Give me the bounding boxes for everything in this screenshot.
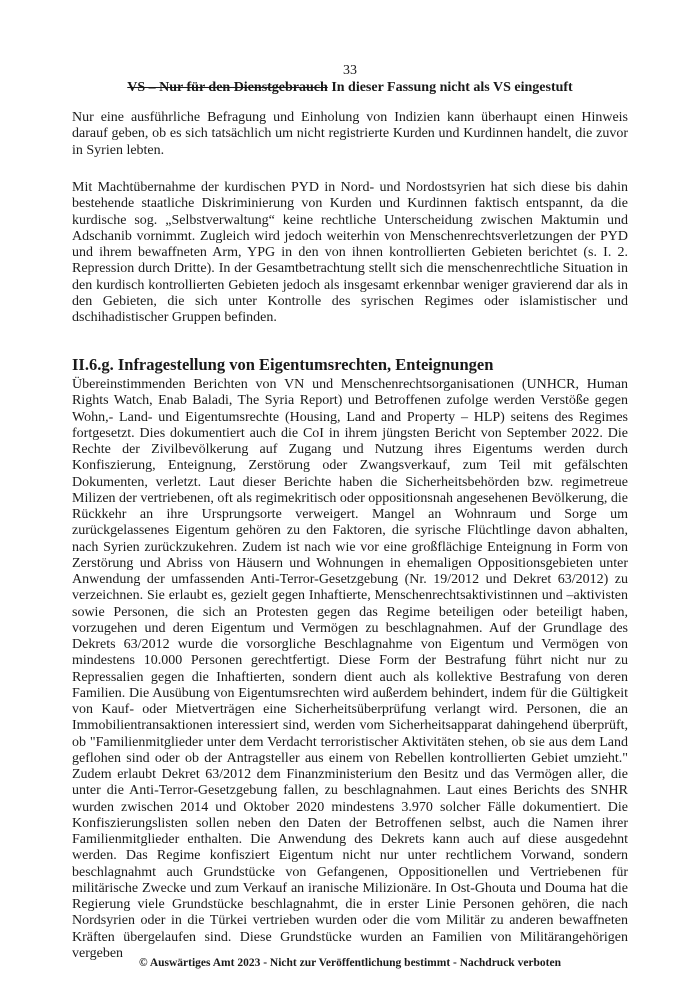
classification-text: In dieser Fassung nicht als VS eingestuft (331, 80, 573, 95)
page-footer: © Auswärtiges Amt 2023 - Nicht zur Veröffentlichung bestimmt - Nachdruck verboten (138, 957, 562, 969)
page-number: 33 (343, 63, 357, 78)
classification-struck: VS – Nur für den Dienstgebrauch (127, 80, 328, 95)
classification-line (0, 80, 700, 96)
paragraph-intro: Nur eine ausführliche Befragung und Einholung von Indizien kann überhaupt einen Hinweis darauf geben, ob es sich tatsächlich um nicht registrierte Kurden und Kurdinnen handelt, die zuvor in Syrien lebten. (72, 110, 628, 158)
paragraph-pyd: Mit Machtübernahme der kurdischen PYD in Nord- und Nordostsyrien hat sich diese bis dahin bestehende staatliche Diskriminierung von Kurden und Kurdinnen faktisch entspannt, da die kurdische sog. „Selbstverwaltung“ keine rechtliche Unterscheidung zwischen Maktumin und Adschanib vornimmt. Zugleich wird jedoch weiterhin von Menschenrechtsverletzungen der PYD und ihrem bewaffneten Arm, YPG in den von ihnen kontrollierten Gebieten berichtet (s. I. 2. Repression durch Dritte). In der Gesamtbetrachtung stellt sich die menschenrechtliche Situation in den kurdisch kontrollierten Gebieten jedoch als insgesamt erkennbar weniger gravierend dar als in den Gebieten, die sich unter Kontrolle des syrischen Regimes oder islamistischer und dschihadistischer Gruppen befinden. (72, 180, 628, 326)
section-heading: II.6.g. Infragestellung von Eigentumsrechten, Enteignungen (72, 355, 494, 374)
section-body: Übereinstimmenden Berichten von VN und Menschenrechtsorganisationen (UNHCR, Human Rights Watch, Enab Baladi, The Syria Report) und Betroffenen zufolge werden Verstöße gegen Wohn,- Land- und Eigentumsrechte (Housing, Land and Property – HLP) seitens des Regimes fortgesetzt. Dies dokumentiert auch die CoI in ihrem jüngsten Bericht von September 2022. Die Rechte der Zivilbevölkerung auf Zugang und Nutzung ihres Eigentums werden durch Konfiszierung, Enteignung, Zerstörung oder Zwangsverkauf, zum Teil mit gefälschten Dokumenten, verletzt. Laut dieser Berichte haben die Sicherheitsbehörden bzw. regimetreue Milizen der vertriebenen, oft als regimekritisch oder oppositionsnah angesehenen Bevölkerung, die Rückkehr an ihre Ursprungsorte verweigert. Mangel an Wohnraum und Sorge um zurückgelassenes Eigentum gehören zu den Faktoren, die syrische Flüchtlinge davon abhalten, nach Syrien zurückzukehren. Zudem ist nach wie vor eine großflächige Enteignung in Form von Zerstörung und Abriss von Häusern und Wohnungen in ehemaligen Oppositionsgebieten unter Anwendung der umfassenden Anti-Terror-Gesetzgebung (Nr. 19/2012 und Dekret 63/2012) zu verzeichnen. Sie erlaubt es, gezielt gegen Inhaftierte, Menschenrechtsaktivistinnen und –aktivisten sowie Personen, die sich an Protesten gegen das Regime beteiligen oder beteiligt haben, vorzugehen und deren Eigentum und Vermögen zu beschlagnahmen. Auf der Grundlage des Dekrets 63/2012 wurde die vorsorgliche Beschlagnahme von Eigentum und Vermögen von mindestens 10.000 Personen gerechtfertigt. Diese Form der Bestrafung führt nicht nur zu Repressalien gegen die Inhaftierten, sondern dient auch als kollektive Bestrafung von deren Familien. Die Ausübung von Eigentumsrechten wird außerdem behindert, indem für die Gültigkeit von Kauf- oder Mietverträgen eine Sicherheitsüberprüfung verlangt wird. Personen, die an Immobilientransaktionen interessiert sind, werden vom Sicherheitsapparat dahingehend überprüft, ob "Familienmitglieder unter dem Verdacht terroristischer Aktivitäten stehen, ob sie aus dem Land geflohen sind oder ob der Antragsteller aus einem von Rebellen kontrollierten Gebiet umzieht." Zudem erlaubt Dekret 63/2012 dem Finanzministerium den Besitz und das Vermögen aller, die unter die Anti-Terror-Gesetzgebung fallen, zu beschlagnahmen. Laut eines Berichts des SNHR wurden zwischen 2014 und Oktober 2020 mindestens 3.970 solcher Fälle dokumentiert. Die Konfiszierungslisten sollen neben den Daten der Betroffenen selbst, auch die Namen ihrer Familienmitglieder enthalten. Die Anwendung des Dekrets kann auch auf diese ausgedehnt werden. Das Regime konfisziert Eigentum nicht nur unter rechtlichem Vorwand, sondern beschlagnahmt auch Grundstücke von Gefangenen, Oppositionellen und Vertriebenen für militärische Zwecke und zum Verkauf an iranische Milizionäre. In Ost-Ghouta und Douma hat die Regierung viele Grundstücke beschlagnahmt, die in erster Linie Personen gehören, die nach Nordsyrien oder in die Türkei vertrieben wurden oder die vom Militär zu anderen bewaffneten Kräften übergelaufen sind. Diese Grundstücke wurden an Familien von Militärangehörigen vergeben (72, 377, 628, 961)
